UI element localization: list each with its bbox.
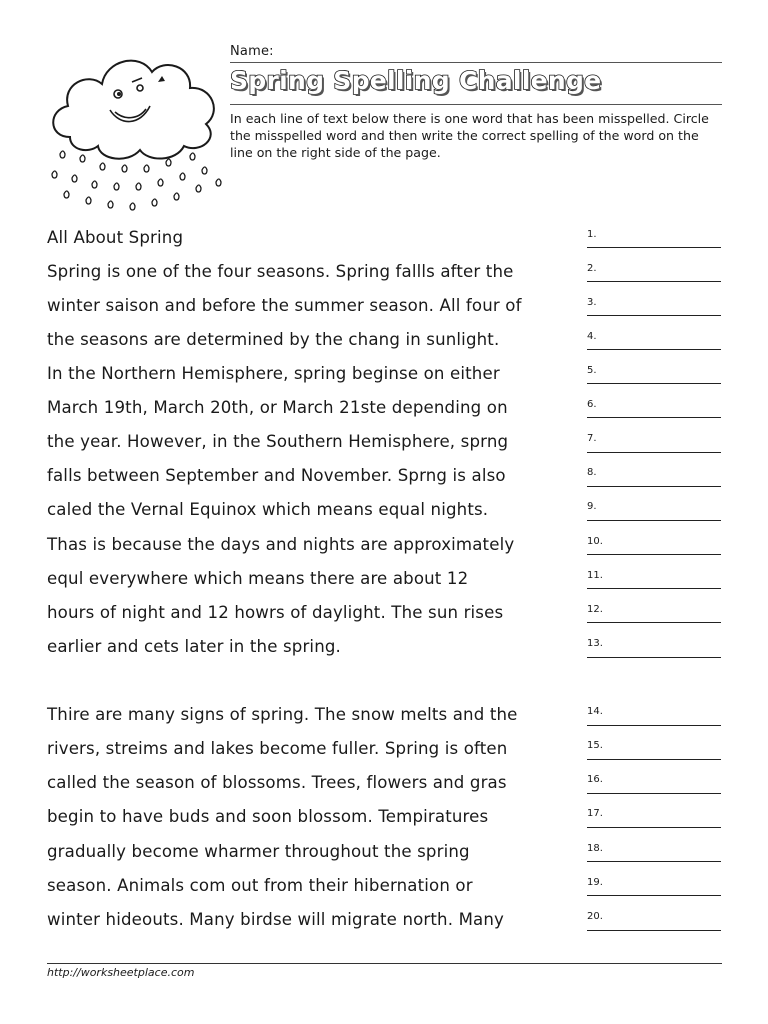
answer-line-10[interactable] — [587, 554, 721, 555]
answer-line-7[interactable] — [587, 452, 721, 453]
answer-line-19[interactable] — [587, 895, 721, 896]
answer-number-4: 4. — [587, 331, 597, 342]
name-label: Name: — [230, 44, 274, 59]
passage-line-13: Thire are many signs of spring. The snow melts and the — [47, 705, 518, 724]
answer-number-1: 1. — [587, 229, 597, 240]
answer-line-13[interactable] — [587, 657, 721, 658]
answer-line-17[interactable] — [587, 827, 721, 828]
answer-number-20: 20. — [587, 911, 603, 922]
answer-line-1[interactable] — [587, 247, 721, 248]
answer-number-17: 17. — [587, 808, 603, 819]
answer-line-8[interactable] — [587, 486, 721, 487]
passage-line-17: gradually become wharmer throughout the spring — [47, 842, 470, 861]
passage-line-7: falls between September and November. Sprng is also — [47, 466, 506, 485]
answer-number-10: 10. — [587, 536, 603, 547]
passage-line-8: caled the Vernal Equinox which means equal nights. — [47, 500, 489, 519]
answer-line-6[interactable] — [587, 417, 721, 418]
answer-line-9[interactable] — [587, 520, 721, 521]
passage-line-5: March 19th, March 20th, or March 21ste depending on — [47, 398, 508, 417]
passage-line-18: season. Animals com out from their hibernation or — [47, 876, 473, 895]
passage-line-15: called the season of blossoms. Trees, flowers and gras — [47, 773, 507, 792]
passage-line-3: the seasons are determined by the chang in sunlight. — [47, 330, 500, 349]
passage-line-19: winter hideouts. Many birdse will migrate north. Many — [47, 910, 504, 929]
passage-heading: All About Spring — [47, 228, 184, 247]
answer-number-13: 13. — [587, 638, 603, 649]
answer-line-15[interactable] — [587, 759, 721, 760]
passage-line-11: hours of night and 12 howrs of daylight. The sun rises — [47, 603, 504, 622]
answer-number-19: 19. — [587, 877, 603, 888]
passage-line-4: In the Northern Hemisphere, spring beginse on either — [47, 364, 500, 383]
footer-divider — [47, 963, 722, 964]
answer-number-9: 9. — [587, 501, 597, 512]
answer-number-3: 3. — [587, 297, 597, 308]
rain-cloud-icon — [40, 42, 230, 217]
answer-line-16[interactable] — [587, 793, 721, 794]
answer-number-7: 7. — [587, 433, 597, 444]
passage-line-2: winter saison and before the summer season. All four of — [47, 296, 522, 315]
passage-line-6: the year. However, in the Southern Hemisphere, sprng — [47, 432, 509, 451]
answer-line-4[interactable] — [587, 349, 721, 350]
passage-line-12: earlier and cets later in the spring. — [47, 637, 341, 656]
answer-line-5[interactable] — [587, 383, 721, 384]
answer-number-18: 18. — [587, 843, 603, 854]
footer-url[interactable]: http://worksheetplace.com — [47, 966, 195, 979]
answer-number-12: 12. — [587, 604, 603, 615]
passage-line-14: rivers, streims and lakes become fuller. Spring is often — [47, 739, 508, 758]
page-title: Spring Spelling Challenge — [230, 66, 602, 95]
passage-line-1: Spring is one of the four seasons. Spring fallls after the — [47, 262, 514, 281]
title-divider — [230, 104, 722, 105]
answer-number-15: 15. — [587, 740, 603, 751]
passage-line-16: begin to have buds and soon blossom. Tempiratures — [47, 807, 489, 826]
instructions: In each line of text below there is one word that has been misspelled. Circle the misspelled word and then write the correct spelling of the word on the line on the right side of the page. — [230, 111, 709, 160]
answer-number-14: 14. — [587, 706, 603, 717]
passage-line-9: Thas is because the days and nights are approximately — [47, 535, 515, 554]
answer-number-5: 5. — [587, 365, 597, 376]
answer-line-12[interactable] — [587, 622, 721, 623]
answer-line-3[interactable] — [587, 315, 721, 316]
answer-number-2: 2. — [587, 263, 597, 274]
name-line[interactable] — [230, 62, 722, 63]
answer-line-14[interactable] — [587, 725, 721, 726]
answer-number-8: 8. — [587, 467, 597, 478]
answer-line-2[interactable] — [587, 281, 721, 282]
answer-number-6: 6. — [587, 399, 597, 410]
answer-number-11: 11. — [587, 570, 603, 581]
passage-line-10: equl everywhere which means there are about 12 — [47, 569, 469, 588]
answer-line-18[interactable] — [587, 861, 721, 862]
answer-number-16: 16. — [587, 774, 603, 785]
answer-line-20[interactable] — [587, 930, 721, 931]
answer-line-11[interactable] — [587, 588, 721, 589]
